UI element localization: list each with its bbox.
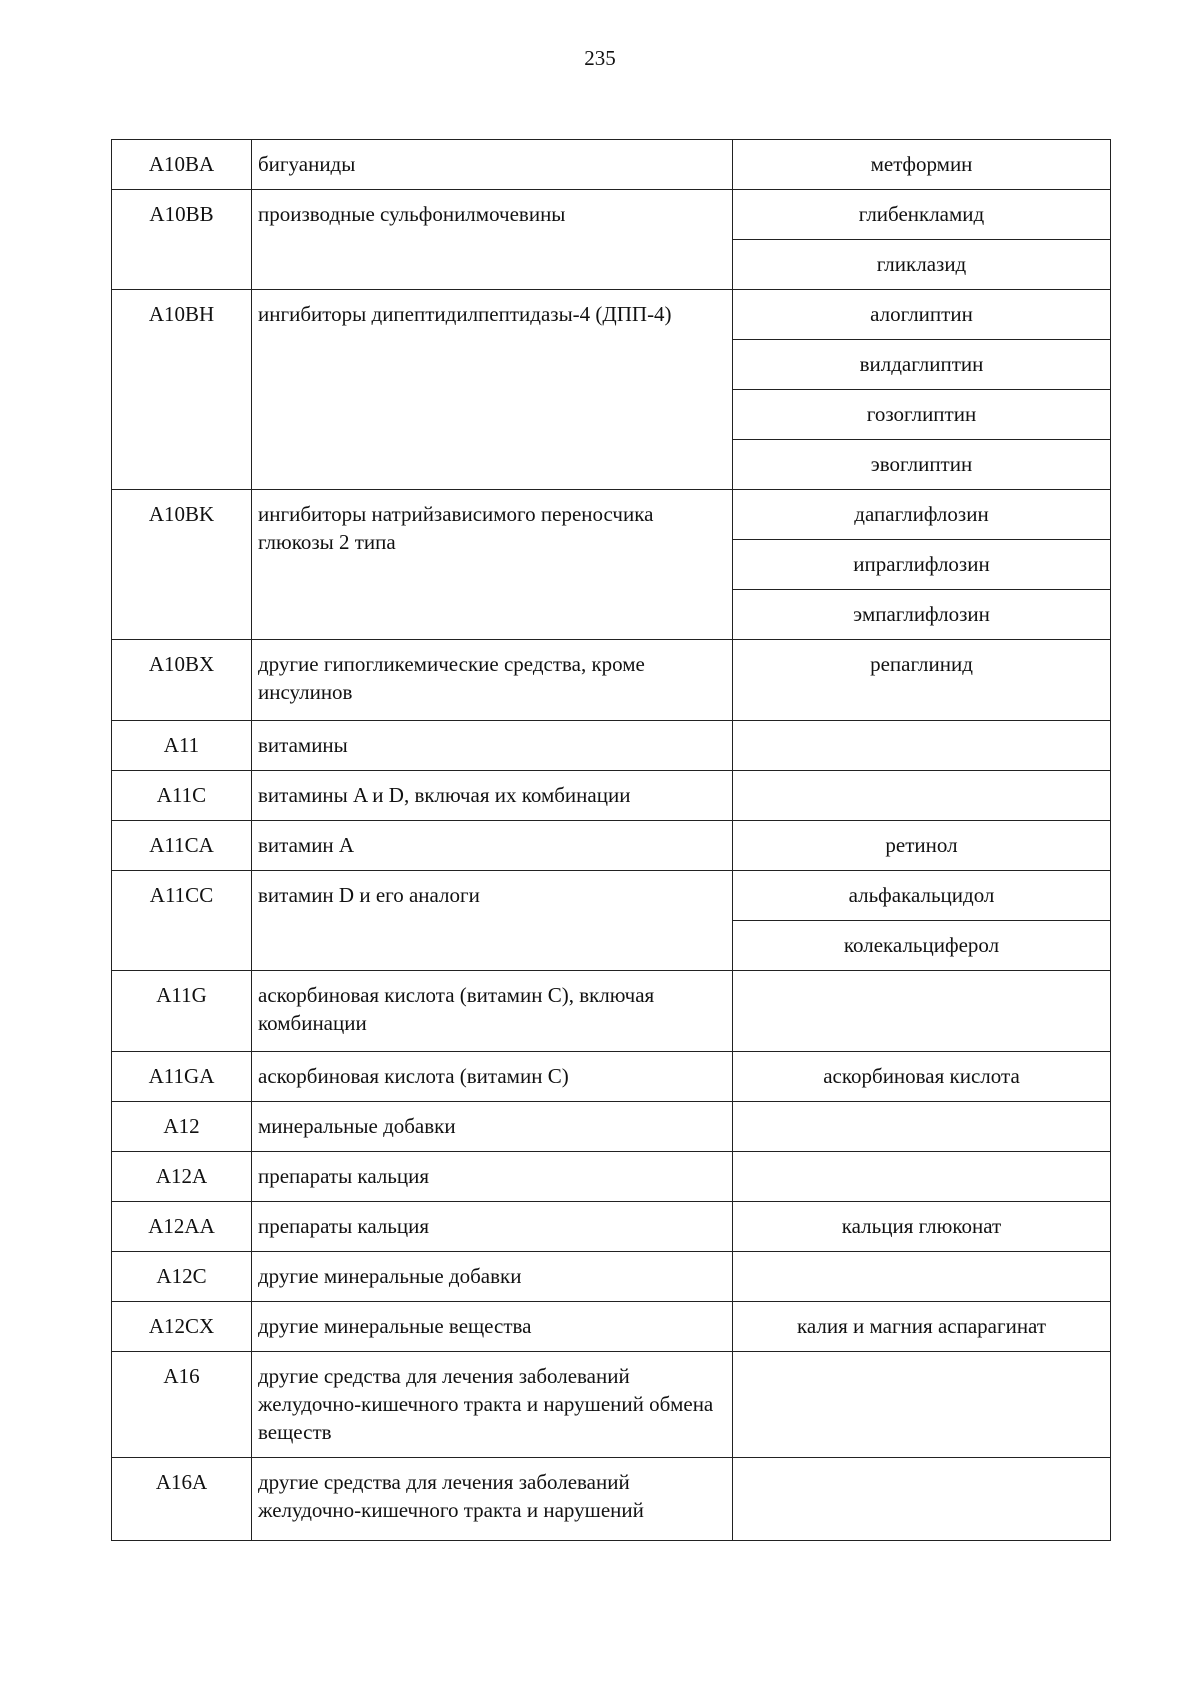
table-row: [112, 1458, 1111, 1541]
atc-group-name-text: аскорбиновая кислота (витамин C), включая комбинации: [258, 983, 655, 1035]
table-row: [112, 1302, 1111, 1352]
drug-name: колекальциферол: [733, 921, 1111, 971]
atc-code: A10BH: [112, 290, 252, 490]
atc-code: A11CA: [112, 821, 252, 871]
drug-name: [733, 1458, 1111, 1541]
table-row: [112, 190, 1111, 240]
atc-group-name: [252, 1152, 733, 1202]
atc-group-name: [252, 1102, 733, 1152]
drug-name: эвоглиптин: [733, 440, 1111, 490]
atc-code: A11CC: [112, 871, 252, 971]
table-row: [112, 1352, 1111, 1458]
atc-code: A16A: [112, 1458, 252, 1541]
atc-group-name: [252, 190, 733, 290]
drug-name: вилдаглиптин: [733, 340, 1111, 390]
table-row: [112, 490, 1111, 540]
drug-name: алоглиптин: [733, 290, 1111, 340]
atc-code: A12AA: [112, 1202, 252, 1252]
drug-name: глибенкламид: [733, 190, 1111, 240]
atc-group-name-text: витамин D и его аналоги: [258, 883, 480, 907]
table-row: [112, 721, 1111, 771]
drug-name: альфакальцидол: [733, 871, 1111, 921]
atc-table: [111, 139, 1111, 1541]
atc-code: A10BB: [112, 190, 252, 290]
drug-name: кальция глюконат: [733, 1202, 1111, 1252]
drug-name: дапаглифлозин: [733, 490, 1111, 540]
atc-group-name-text: препараты кальция: [258, 1214, 430, 1238]
drug-name: [733, 771, 1111, 821]
atc-code: A11G: [112, 971, 252, 1052]
table-row: [112, 1202, 1111, 1252]
drug-name: [733, 1352, 1111, 1458]
atc-group-name: [252, 1352, 733, 1458]
atc-group-name: [252, 771, 733, 821]
atc-code: A10BX: [112, 640, 252, 721]
drug-name: ипраглифлозин: [733, 540, 1111, 590]
atc-code: A12A: [112, 1152, 252, 1202]
atc-group-name: [252, 290, 733, 490]
drug-name: [733, 971, 1111, 1052]
atc-group-name: [252, 721, 733, 771]
atc-code: A11C: [112, 771, 252, 821]
atc-code: A12: [112, 1102, 252, 1152]
drug-name: калия и магния аспарагинат: [733, 1302, 1111, 1352]
atc-group-name-text: витамины: [258, 733, 348, 757]
atc-group-name: [252, 1052, 733, 1102]
drug-name: аскорбиновая кислота: [733, 1052, 1111, 1102]
table-row: [112, 771, 1111, 821]
atc-group-name: [252, 971, 733, 1052]
table-row: [112, 971, 1111, 1052]
drug-name: метформин: [733, 140, 1111, 190]
drug-name: гозоглиптин: [733, 390, 1111, 440]
atc-group-name-text: минеральные добавки: [258, 1114, 456, 1138]
drug-name: гликлазид: [733, 240, 1111, 290]
drug-name: [733, 1252, 1111, 1302]
table-row: [112, 140, 1111, 190]
atc-group-name-text: другие средства для лечения заболеваний желудочно-кишечного тракта и нарушений: [258, 1470, 644, 1522]
drug-name: [733, 1152, 1111, 1202]
table-row: [112, 1152, 1111, 1202]
atc-group-name-text: другие гипогликемические средства, кроме инсулинов: [258, 652, 645, 704]
drug-name: [733, 1102, 1111, 1152]
table-row: [112, 1052, 1111, 1102]
page-number: 235: [584, 46, 616, 70]
atc-group-name-text: витамин A: [258, 833, 355, 857]
table-row: [112, 640, 1111, 721]
drug-name: репаглинид: [733, 640, 1111, 721]
table-row: [112, 821, 1111, 871]
atc-group-name-text: производные сульфонилмочевины: [258, 202, 566, 226]
atc-group-name: [252, 1252, 733, 1302]
table-row: [112, 871, 1111, 921]
drug-name: ретинол: [733, 821, 1111, 871]
drug-name: [733, 721, 1111, 771]
atc-group-name: [252, 821, 733, 871]
drug-name: эмпаглифлозин: [733, 590, 1111, 640]
atc-code: A10BK: [112, 490, 252, 640]
atc-group-name: [252, 1302, 733, 1352]
atc-group-name: [252, 1202, 733, 1252]
atc-group-name-text: препараты кальция: [258, 1164, 430, 1188]
atc-group-name-text: бигуаниды: [258, 152, 356, 176]
atc-group-name-text: другие минеральные добавки: [258, 1264, 522, 1288]
atc-code: A12C: [112, 1252, 252, 1302]
atc-group-name-text: другие минеральные вещества: [258, 1314, 532, 1338]
atc-group-name-text: ингибиторы натрийзависимого переносчика глюкозы 2 типа: [258, 502, 654, 554]
atc-code: A11GA: [112, 1052, 252, 1102]
atc-code: A12CX: [112, 1302, 252, 1352]
atc-group-name: [252, 490, 733, 640]
atc-code: A10BA: [112, 140, 252, 190]
atc-group-name: [252, 1458, 733, 1541]
atc-group-name-text: другие средства для лечения заболеваний желудочно-кишечного тракта и нарушений обмена веществ: [258, 1364, 714, 1444]
table-row: [112, 1252, 1111, 1302]
atc-group-name: [252, 640, 733, 721]
atc-group-name: [252, 140, 733, 190]
table-row: [112, 290, 1111, 340]
atc-group-name-text: аскорбиновая кислота (витамин C): [258, 1064, 569, 1088]
atc-code: A11: [112, 721, 252, 771]
atc-group-name-text: витамины A и D, включая их комбинации: [258, 783, 631, 807]
atc-group-name-text: ингибиторы дипептидилпептидазы-4 (ДПП-4): [258, 302, 672, 326]
table-row: [112, 1102, 1111, 1152]
atc-code: A16: [112, 1352, 252, 1458]
atc-group-name: [252, 871, 733, 971]
